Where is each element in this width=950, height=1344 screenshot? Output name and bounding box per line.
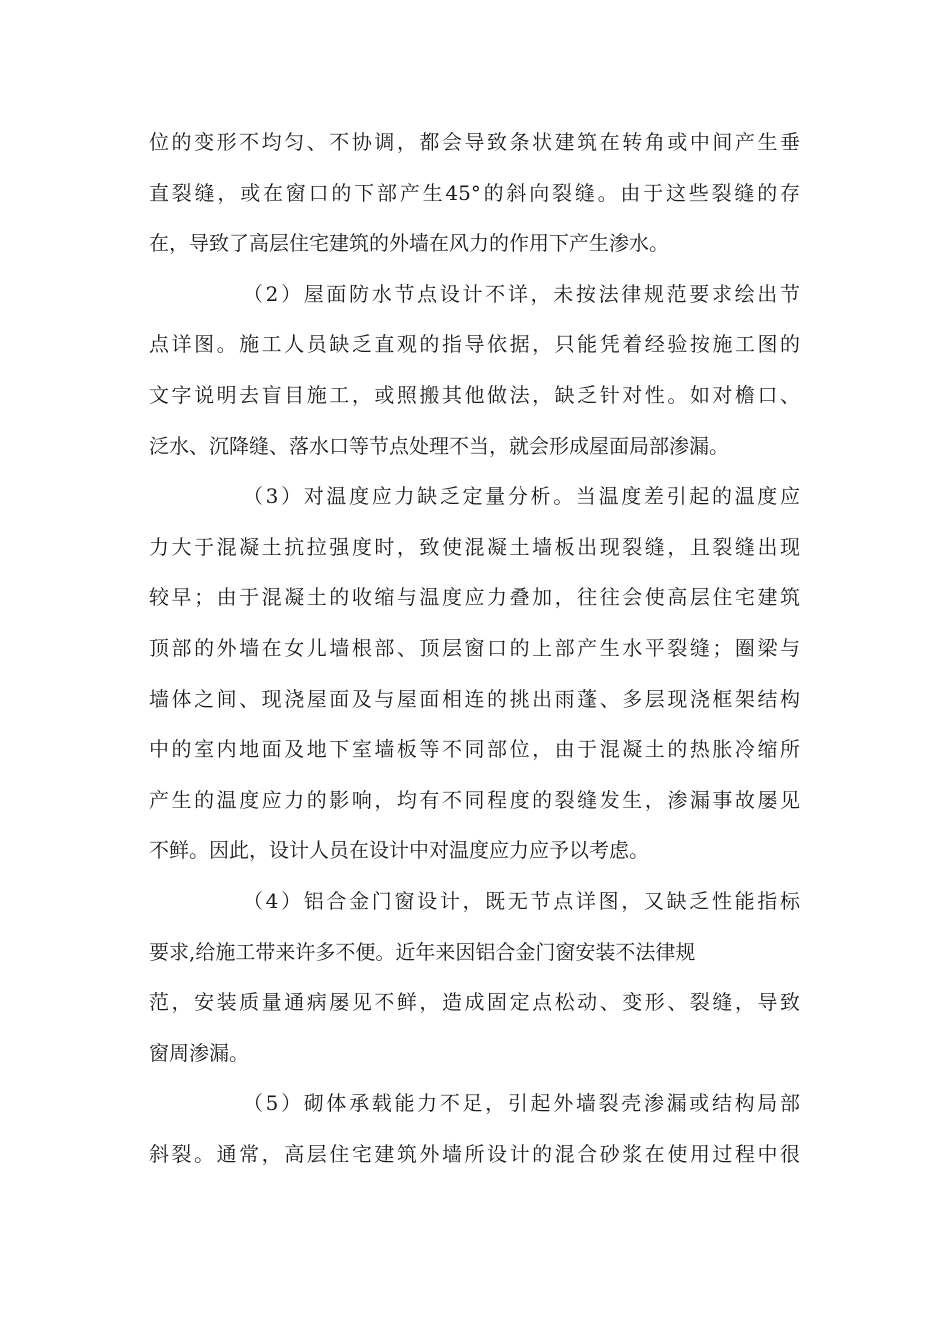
- text-line: 在，导致了高层住宅建筑的外墙在风力的作用下产生渗水。: [149, 231, 669, 256]
- text-line: 直裂缝，或在窗口的下部产生45°的斜向裂缝。由于这些裂缝的存: [149, 180, 800, 205]
- text-line: 中的室内地面及地下室墙板等不同部位，由于混凝土的热胀冷缩所: [149, 737, 800, 762]
- text-line: 泛水、沉降缝、落水口等节点处理不当，就会形成屋面局部渗漏。: [149, 433, 729, 458]
- text-line: 点详图。施工人员缺乏直观的指导依据，只能凭着经验按施工图的: [149, 332, 800, 357]
- text-line: 顶部的外墙在女儿墙根部、顶层窗口的上部产生水平裂缝；圈梁与: [149, 635, 800, 660]
- text-line: 较早；由于混凝土的收缩与温度应力叠加，往往会使高层住宅建筑: [149, 585, 800, 610]
- paragraph-3-first-line: （3）对温度应力缺乏定量分析。当温度差引起的温度应: [243, 484, 800, 509]
- text-line: 产生的温度应力的影响，均有不同程度的裂缝发生，渗漏事故屡见: [149, 787, 800, 812]
- text-line: 不鲜。因此，设计人员在设计中对温度应力应予以考虑。: [149, 838, 649, 863]
- paragraph-4-first-line: （4）铝合金门窗设计，既无节点详图，又缺乏性能指标: [243, 888, 800, 913]
- text-line: 墙体之间、现浇屋面及与屋面相连的挑出雨蓬、多层现浇框架结构: [149, 686, 800, 711]
- text-line: 窗周渗漏。: [149, 1040, 249, 1065]
- paragraph-5-first-line: （5）砌体承载能力不足，引起外墙裂壳渗漏或结构局部: [243, 1091, 800, 1116]
- text-line: 斜裂。通常，高层住宅建筑外墙所设计的混合砂浆在使用过程中很: [149, 1141, 800, 1166]
- paragraph-2-first-line: （2）屋面防水节点设计不详，未按法律规范要求绘出节: [243, 281, 800, 306]
- text-line: 力大于混凝土抗拉强度时，致使混凝土墙板出现裂缝，且裂缝出现: [149, 534, 800, 559]
- text-line: 位的变形不均匀、不协调，都会导致条状建筑在转角或中间产生垂: [149, 130, 800, 154]
- text-line: 要求,给施工带来许多不便。近年来因铝合金门窗安装不法律规: [149, 939, 696, 964]
- body-text: [149, 117, 800, 1179]
- text-line: 文字说明去盲目施工，或照搬其他做法，缺乏针对性。如对檐口、: [149, 382, 800, 407]
- text-line: 范，安装质量通病屡见不鲜，造成固定点松动、变形、裂缝，导致: [149, 990, 800, 1015]
